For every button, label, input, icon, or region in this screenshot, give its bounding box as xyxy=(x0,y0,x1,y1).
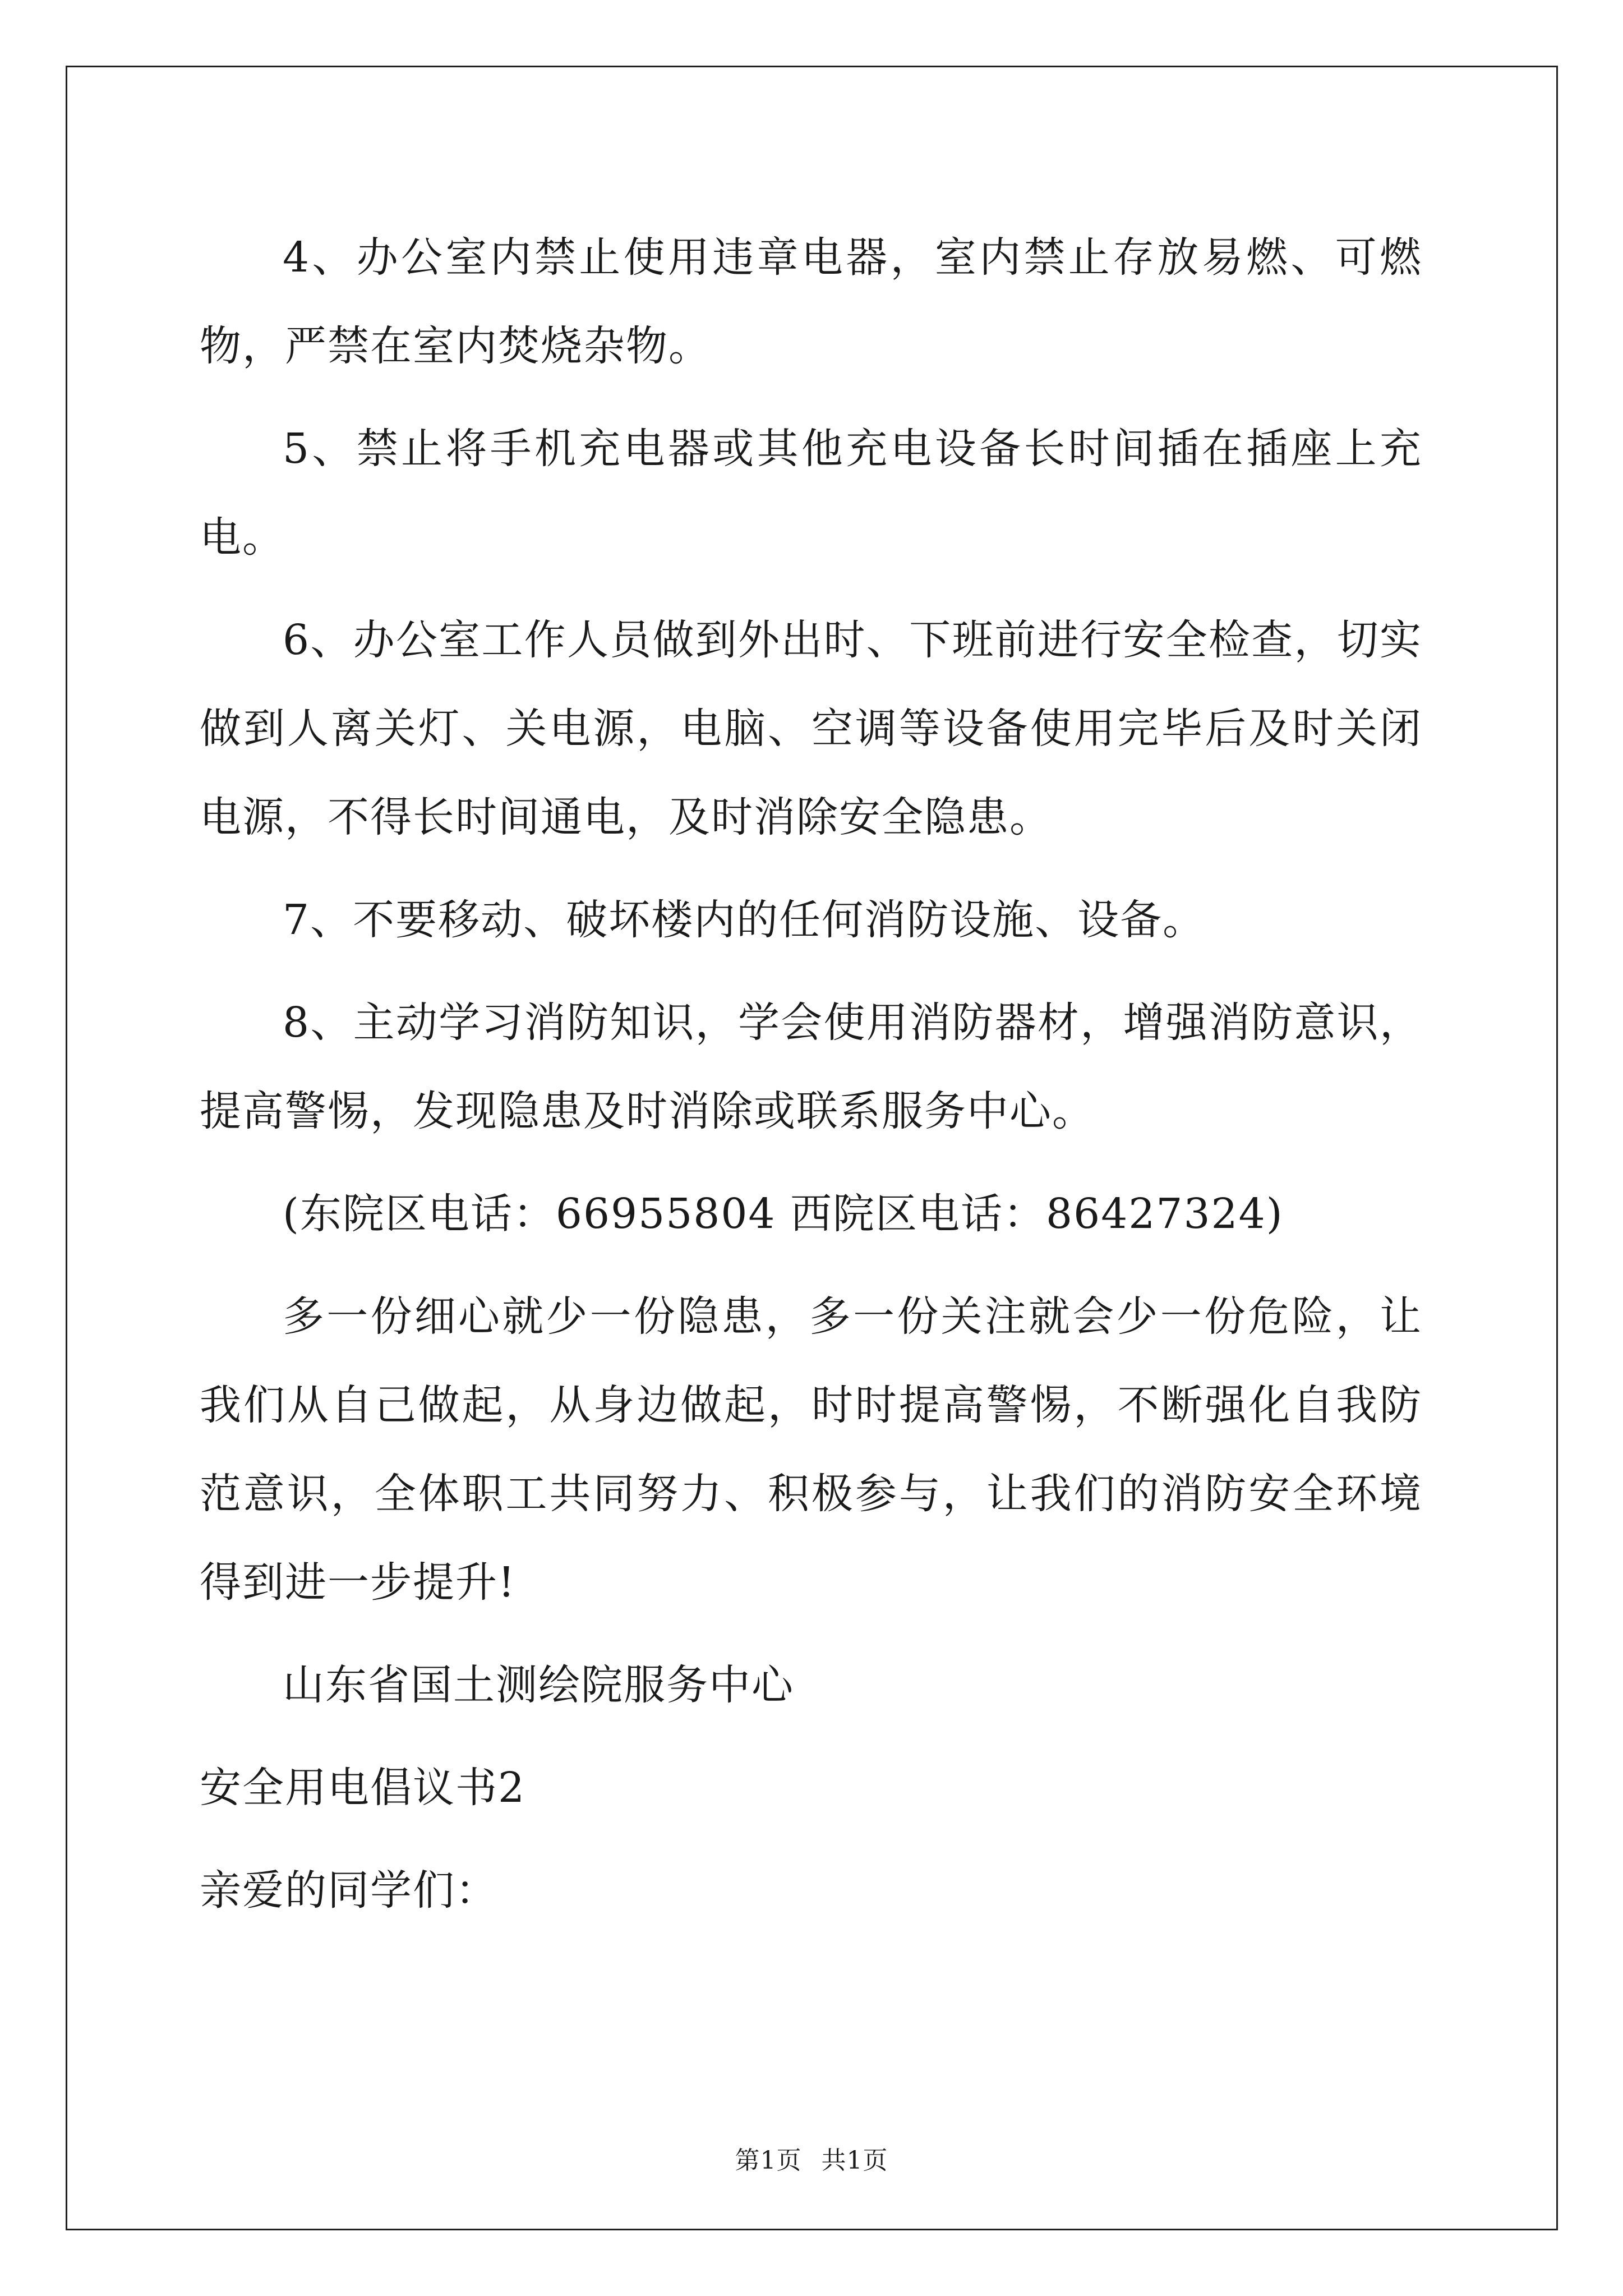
paragraph-rule-6: 6、办公室工作人员做到外出时、下班前进行安全检查，切实做到人离关灯、关电源，电脑、空调等设备使用完毕后及时关闭电源，不得长时间通电，及时消除安全隐患。 xyxy=(200,616,1422,841)
section-title: 安全用电倡议书2 xyxy=(200,1764,526,1812)
page-number: 第1页 xyxy=(735,2146,802,2175)
paragraph-rule-8: 8、主动学习消防知识，学会使用消防器材，增强消防意识，提高警惕，发现隐患及时消除或联系服务中心。 xyxy=(200,999,1422,1135)
salutation: 亲爱的同学们： xyxy=(200,1866,498,1915)
paragraph-closing: 多一份细心就少一份隐患，多一份关注就会少一份危险，让我们从自己做起，从身边做起，时时提高警惕，不断强化自我防范意识，全体职工共同努力、积极参与，让我们的消防安全环境得到进一步提升! xyxy=(200,1292,1422,1607)
page-footer xyxy=(0,2144,1623,2178)
paragraph-rule-4: 4、办公室内禁止使用违章电器，室内禁止存放易燃、可燃物，严禁在室内焚烧杂物。 xyxy=(200,233,1422,370)
paragraph-signature: 山东省国土测绘院服务中心 xyxy=(283,1661,794,1709)
paragraph-phone-numbers: (东院区电话：66955804 西院区电话：86427324) xyxy=(283,1190,1284,1238)
paragraph-rule-5: 5、禁止将手机充电器或其他充电设备长时间插在插座上充电。 xyxy=(200,425,1422,562)
page-total: 共1页 xyxy=(821,2146,888,2175)
document-body xyxy=(200,213,1422,1949)
paragraph-rule-7: 7、不要移动、破坏楼内的任何消防设施、设备。 xyxy=(283,896,1206,944)
